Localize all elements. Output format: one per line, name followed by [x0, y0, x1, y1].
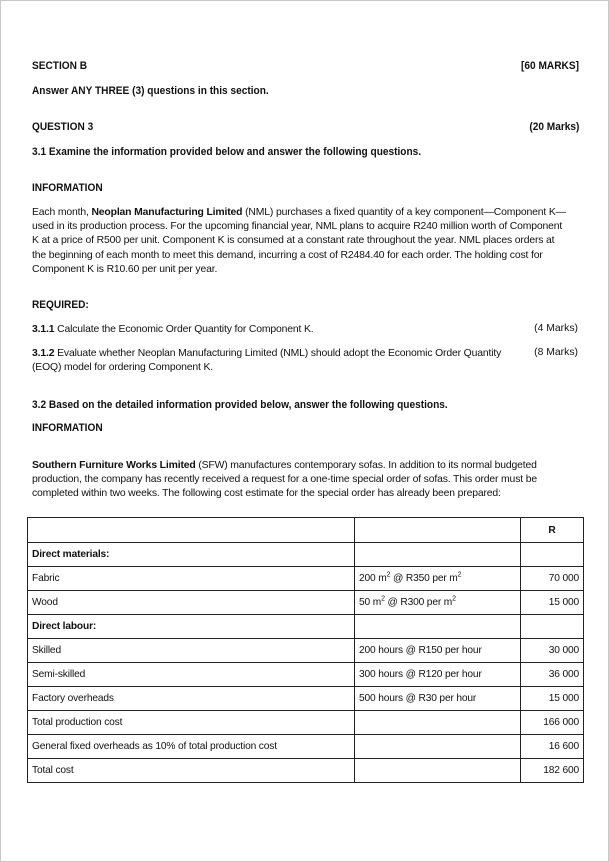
- cell-basis: 500 hours @ R30 per hour: [355, 687, 521, 711]
- table-row: [28, 735, 584, 759]
- category-label: Direct labour:: [28, 615, 355, 639]
- cell-value: 30 000: [521, 639, 584, 663]
- cell-item: Total cost: [28, 759, 355, 783]
- cell-basis: 200 $m^2$ @ R350 per $m^2$: [355, 567, 521, 591]
- req-3-1-2-marks: (8 Marks): [534, 347, 578, 358]
- cell-item: Semi-skilled: [28, 663, 355, 687]
- table-row: [28, 711, 584, 735]
- section-marks: [60 MARKS]: [521, 60, 579, 72]
- cell-item: Factory overheads: [28, 687, 355, 711]
- req-text: Evaluate whether Neoplan Manufacturing Limited (NML) should adopt the Economic Order Quantity (EOQ) model for ordering Component K.: [32, 348, 502, 374]
- table-header-row: [28, 518, 584, 543]
- cell-basis: 200 hours @ R150 per hour: [355, 639, 521, 663]
- header-cell-basis: [355, 518, 521, 543]
- info2-paragraph: [32, 459, 570, 502]
- cell-value: 182 600: [521, 759, 584, 783]
- req-3-1-1-marks: (4 Marks): [534, 323, 578, 334]
- cell-value: 70 000: [521, 567, 584, 591]
- info2-text: (SFW) manufactures contemporary sofas. In addition to its normal budgeted production, the company has recently received a request for a one-time special order of sofas. This order must be completed within two weeks. The following cost estimate for the special order has already been prepared:: [32, 460, 537, 500]
- cell-value: 166 000: [521, 711, 584, 735]
- info-heading: INFORMATION: [32, 182, 103, 194]
- section-title: SECTION B: [32, 60, 88, 72]
- info-paragraph: [32, 206, 570, 277]
- q31-heading: 3.1 Examine the information provided below and answer the following questions.: [32, 146, 422, 158]
- info-text-rest: (NML) purchases a fixed quantity of a key component—Component K—used in its production process. For the upcoming financial year, NML plans to acquire R240 million worth of Component K at a price of R500 per unit. Component K is consumed at a constant rate throughout the year. NML places orders at the beginning of each month to meet this demand, incurring a cost of R2484.40 for each order. The holding cost for Component K is R10.60 per unit per year.: [32, 207, 566, 275]
- cell-item: Wood: [28, 591, 355, 615]
- header-cell-item: [28, 518, 355, 543]
- cell-value: 16 600: [521, 735, 584, 759]
- info-text-start: Each month,: [32, 207, 92, 218]
- info2-heading: INFORMATION: [32, 422, 103, 434]
- table-row-direct-materials: [28, 543, 584, 567]
- info-company: Neoplan Manufacturing Limited: [91, 207, 243, 218]
- table-row: [28, 687, 584, 711]
- cell-value: 15 000: [521, 591, 584, 615]
- req-text: Calculate the Economic Order Quantity for Component K.: [54, 324, 314, 335]
- cost-estimate-table: [27, 517, 584, 783]
- question-title: QUESTION 3: [32, 121, 94, 133]
- category-label: Direct materials:: [28, 543, 355, 567]
- cell-basis: 300 hours @ R120 per hour: [355, 663, 521, 687]
- required-heading: REQUIRED:: [32, 299, 89, 311]
- req-number: 3.1.2: [32, 348, 55, 359]
- cell-item: Total production cost: [28, 711, 355, 735]
- table-row: [28, 591, 584, 615]
- table-row-total: [28, 759, 584, 783]
- cell-item: Fabric: [28, 567, 355, 591]
- table-row-direct-labour: [28, 615, 584, 639]
- cell-value: 15 000: [521, 687, 584, 711]
- question-marks: (20 Marks): [528, 121, 579, 133]
- table-row: [28, 639, 584, 663]
- section-instruction: Answer ANY THREE (3) questions in this section.: [32, 85, 269, 97]
- req-number: 3.1.1: [32, 324, 55, 335]
- q32-heading: 3.2 Based on the detailed information provided below, answer the following questions.: [32, 399, 448, 411]
- cell-basis: 50 $m^2$ @ R300 per $m^2$: [355, 591, 521, 615]
- requirement-3-1-1: [32, 323, 512, 337]
- cell-item: General fixed overheads as 10% of total production cost: [28, 735, 355, 759]
- table-row: [28, 567, 584, 591]
- table-row: [28, 663, 584, 687]
- info2-company: Southern Furniture Works Limited: [32, 460, 196, 471]
- cell-item: Skilled: [28, 639, 355, 663]
- cell-value: 36 000: [521, 663, 584, 687]
- header-cell-currency: R: [521, 518, 584, 543]
- requirement-3-1-2: [32, 347, 516, 375]
